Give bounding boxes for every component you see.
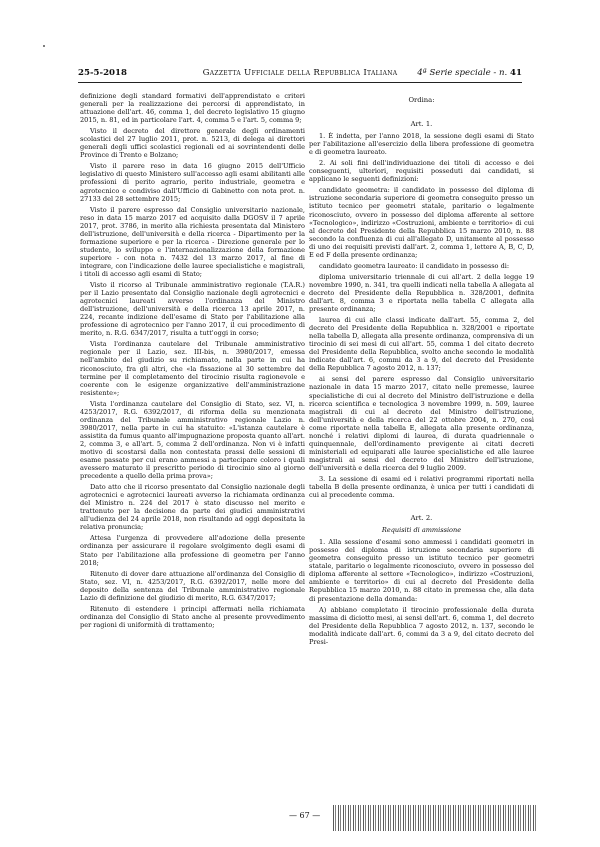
paragraph: Vista l'ordinanza cautelare del Consiglio di Stato, sez. VI, n. 4253/2017, R.G. 6392/2017, di riforma della su menzionata ordinanza del Tribunale amministrativo regionale Lazio n. 3980/2017, nella parte in cui ha statuito: «L'istanza cautelare è assistita da fumus quanto all'impugnazione proposta quanto all'art. 2, comma 3, e all'art. 5, comma 2 dell'ordinanza. Non vi è infatti motivo di scostarsi dalla non contestata prassi delle sessioni di esame passate per cui erano ammessi a partecipare coloro i quali avessero maturato il prescritto periodo di tirocinio sino al giorno precedente a quello della prima prova»; [80, 399, 305, 481]
paragraph: 3. La sessione di esami ed i relativi programmi riportati nella tabella B della presente ordinanza, è unica per tutti i candidati di cui al precedente comma. [309, 474, 534, 500]
paragraph: Ritenuto di dover dare attuazione all'ordinanza del Consiglio di Stato, sez. VI, n. 4253/2017, R.G. 6392/2017, nelle more del deposito della sentenza del Tribunale amministrativo regionale Lazio di definizione del giudizio di merito, R.G. 6347/2017; [80, 569, 305, 602]
paragraph: definizione degli standard formativi dell'apprendistato e criteri generali per la realizzazione dei percorsi di apprendistato, in attuazione dell'art. 46, comma 1, del decreto legislativo 15 giugno 2015, n. 81, ed in particolare l'art. 4, comma 5 e l'art. 5, comma 9; [80, 92, 305, 125]
paragraph: Dato atto che il ricorso presentato dal Consiglio nazionale degli agrotecnici e agrotecnici laureati avverso la richiamata ordinanza del Ministro n. 224 del 2017 è stato discusso nel merito e trattenuto per la decisione da parte dei giudici amministrativi all'udienza del 24 aprile 2018, non risultando ad oggi depositata la relativa pronuncia; [80, 483, 305, 532]
paragraph: candidato geometra laureato: il candidato in possesso di: [319, 261, 510, 270]
scan-speck [43, 45, 45, 47]
right-column [309, 92, 534, 649]
paragraph: Visto il parere espresso dal Consiglio universitario nazionale, reso in data 15 marzo 2017 ed acquisito dalla DGOSV il 7 aprile 2017, prot. 3786, in merito alla richiesta presentata dal Ministero dell'istruzione, dell'università e della ricerca - Dipartimento per la formazione superiore e per la ricerca - Direzione generale per lo studente, lo sviluppo e l'internazionalizzazione della formazione superiore - con nota n. 7432 del 13 marzo 2017, al fine di integrare, con l'indicazione delle lauree specialistiche e magistrali, i titoli di accesso agli esami di Stato; [80, 205, 305, 278]
paragraph: 1. Alla sessione d'esami sono ammessi i candidati geometri in possesso del diploma di istruzione secondaria superiore di geometra conseguito presso un istituto tecnico per geometri statale, paritario o legalmente riconosciuto, ovvero in possesso del diploma afferente al settore «Tecnologico», indirizzo «Costruzioni, ambiente e territorio» di cui al decreto del Presidente della Repubblica 15 marzo 2010, n. 88 citato in premessa che, alla data di presentazione della domanda: [309, 538, 534, 603]
article-2-heading: Art. 2. [410, 514, 433, 523]
header-series: 4ª Serie speciale - n. 41 [417, 68, 522, 78]
paragraph: laurea di cui alle classi indicate dall'art. 55, comma 2, del decreto del Presidente della Repubblica n. 328/2001 e riportate nella tabella D, allegata alla presente ordinanza, comprensiva di un tirocinio di sei mesi di cui all'art. 55, comma 1 del citato decreto del Presidente della Repubblica, svolto anche secondo le modalità indicate dall'art. 6, commi da 3 a 9, del decreto del Presidente della Repubblica 7 agosto 2012, n. 137; [309, 316, 534, 373]
paragraph: Attesa l'urgenza di provvedere all'adozione della presente ordinanza per assicurare il regolare svolgimento degli esami di Stato per l'abilitazione alla professione di geometra per l'anno 2018; [80, 534, 305, 567]
page-number: — 67 — [289, 811, 320, 820]
paragraph: ai sensi del parere espresso dal Consiglio universitario nazionale in data 15 marzo 2017, citato nelle premesse, lauree specialistiche di cui al decreto del Ministro dell'istruzione e della ricerca scientifica e tecnologica 3 novembre 1999, n. 509, lauree magistrali di cui al decreto del Ministro dell'istruzione, dell'università e della ricerca del 22 ottobre 2004, n. 270, così come riportate nella tabella E, allegata alla presente ordinanza, nonché i relativi diplomi di laurea, di durata quadriennale o quinquennale, dell'ordinamento previgente ai citati decreti ministeriali ed equiparati alle lauree specialistiche ed alle lauree magistrali ai sensi del decreto del Ministro dell'istruzione, dell'università e della ricerca del 9 luglio 2009. [309, 375, 534, 472]
paragraph: Visto il parere reso in data 16 giugno 2015 dell'Ufficio legislativo di questo Ministero sull'accesso agli esami abilitanti alle professioni di perito agrario, perito industriale, geometra e agrotecnico e condiviso dall'Ufficio di Gabinetto con nota prot. n. 27133 del 28 settembre 2015; [80, 162, 305, 203]
paragraph: Visto il ricorso al Tribunale amministrativo regionale (T.A.R.) per il Lazio presentato dal Consiglio nazionale degli agrotecnici e agrotecnici laureati avverso l'ordinanza del Ministro dell'istruzione, dell'università e della ricerca 13 aprile 2017, n. 224, recante indizione dell'esame di Stato per l'abilitazione alla professione di agrotecnico per l'anno 2017, il cui procedimento di merito, n. R.G. 6347/2017, risulta a tutt'oggi in corso; [80, 281, 305, 338]
paragraph: 2. Ai soli fini dell'individuazione dei titoli di accesso e dei conseguenti, ulteriori, requisiti posseduti dai candidati, si applicano le seguenti definizioni: [309, 159, 534, 184]
paragraph: Ritenuto di estendere i principi affermati nella richiamata ordinanza del Consiglio di Stato anche al presente provvedimento per ragioni di uniformità di trattamento; [80, 604, 305, 629]
page-header [78, 68, 522, 82]
ordina-heading: Ordina: [408, 96, 435, 104]
paragraph: Visto il decreto del direttore generale degli ordinamenti scolastici del 27 luglio 2011, prot. n. 5213, di delega ai direttori generali degli uffici scolastici regionali ed ai sovrintendenti delle Province di Trento e Bolzano; [80, 127, 305, 160]
left-column [80, 92, 305, 632]
article-2-subtitle: Requisiti di ammissione [381, 526, 462, 535]
paragraph: Vista l'ordinanza cautelare del Tribunale amministrativo regionale per il Lazio, sez. III-bis, n. 3980/2017, emessa nell'ambito del giudizio su richiamato, nella parte in cui ha riconosciuto, fra gli altri, che «la fissazione al 30 settembre del termine per il completamento del tirocinio risulta ragionevole e coerente con le esigenze organizzative dell'amministrazione resistente»; [80, 340, 305, 397]
paragraph: 1. È indetta, per l'anno 2018, la sessione degli esami di Stato per l'abilitazione all'esercizio della libera professione di geometra e di geometra laureato. [309, 132, 534, 157]
header-rule [78, 82, 522, 83]
article-1-heading: Art. 1. [410, 120, 433, 129]
paragraph: diploma universitario triennale di cui all'art. 2 della legge 19 novembre 1990, n. 341, tra quelli indicati nella tabella A allegata al decreto del Presidente della Repubblica n. 328/2001, definita dall'art. 8, comma 3 e riportata nella tabella C allegata alla presente ordinanza; [309, 272, 534, 314]
barcode-stamp [333, 805, 538, 831]
header-title: Gazzetta Ufficiale della Repubblica Italiana [202, 68, 398, 78]
header-date: 25-5-2018 [78, 68, 127, 78]
paragraph: candidato geometra: il candidato in possesso del diploma di istruzione secondaria superiore di geometra conseguito presso un istituto tecnico per geometri statale, paritario o legalmente riconosciuto, ovvero in possesso del diploma afferente al settore «Tecnologico», indirizzo «Costruzioni, ambiente e territorio» di cui al decreto del Presidente della Repubblica 15 marzo 2010, n. 88 secondo la confluenza di cui all'allegato D, unitamente al possesso di uno dei requisiti previsti dall'art. 2, comma 1, lettere A, B, C, D, E ed F della presente ordinanza; [309, 186, 534, 259]
paragraph: A) abbiano completato il tirocinio professionale della durata massima di diciotto mesi, ai sensi dell'art. 6, comma 1, del decreto del Presidente della Repubblica 7 agosto 2012, n. 137, secondo le modalità indicate dall'art. 6, commi da 3 a 9, del citato decreto del Presi- [309, 605, 534, 646]
